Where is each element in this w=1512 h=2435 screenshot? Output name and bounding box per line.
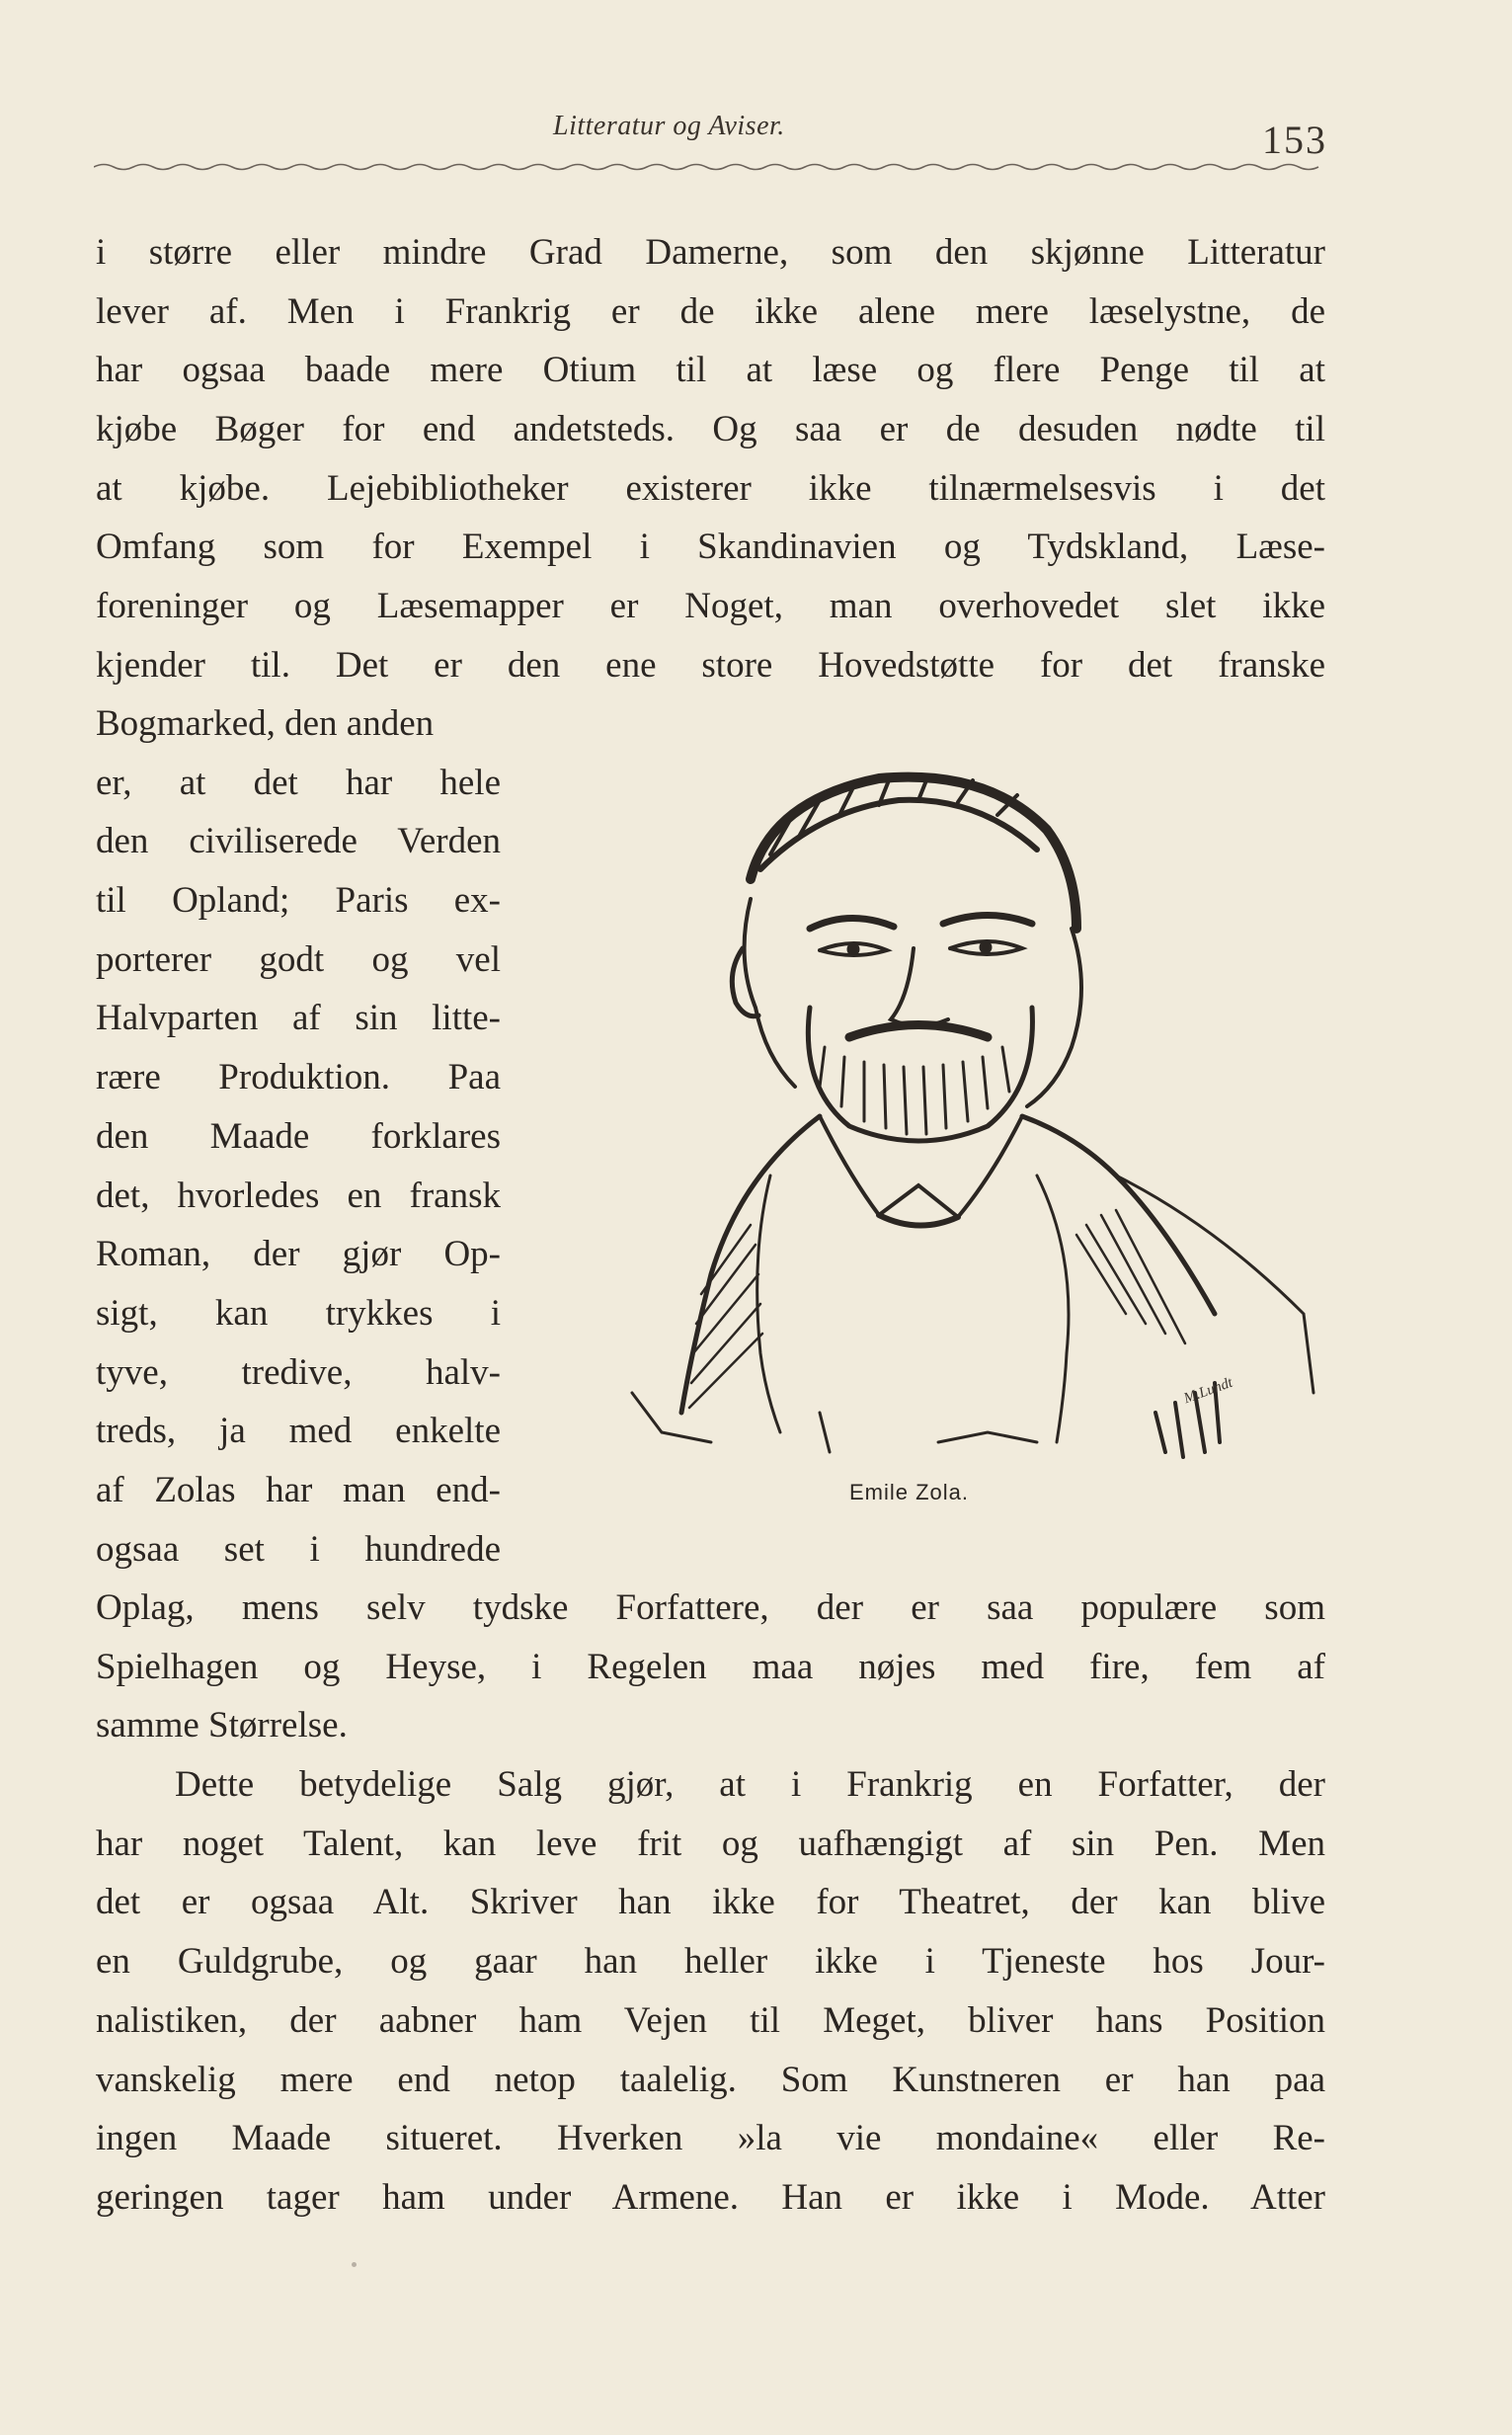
text-line: den Maade forklares bbox=[96, 1115, 501, 1157]
text-line: nalistiken, der aabner ham Vejen til Meget, bliver hans Position bbox=[96, 1999, 1325, 2041]
text-line: kjender til. Det er den ene store Hovedstøtte for det franske bbox=[96, 644, 1325, 686]
text-line: rære Produktion. Paa bbox=[96, 1057, 501, 1098]
text-line: er, at det har hele bbox=[96, 762, 501, 803]
text-line: sigt, kan trykkes i bbox=[96, 1292, 501, 1334]
text-line: af Zolas har man end- bbox=[96, 1469, 501, 1510]
text-line: Halvparten af sin litte- bbox=[96, 998, 501, 1039]
portrait-engraving bbox=[523, 761, 1333, 1462]
text-line: har noget Talent, kan leve frit og uafhængigt af sin Pen. Men bbox=[96, 1823, 1325, 1864]
text-line: samme Størrelse. bbox=[96, 1705, 348, 1746]
text-line: har ogsaa baade mere Otium til at læse og flere Penge til at bbox=[96, 350, 1325, 391]
text-line: den civiliserede Verden bbox=[96, 821, 501, 862]
text-line: det, hvorledes en fransk bbox=[96, 1175, 501, 1216]
body-text-bottom bbox=[96, 1579, 1325, 2228]
body-text-beside-figure bbox=[96, 694, 501, 1579]
text-line: at kjøbe. Lejebibliotheker existerer ikke tilnærmelsesvis i det bbox=[96, 467, 1325, 509]
text-line: porterer godt og vel bbox=[96, 938, 501, 980]
text-line: til Opland; Paris ex- bbox=[96, 880, 501, 922]
text-line: det er ogsaa Alt. Skriver han ikke for Theatret, der kan blive bbox=[96, 1882, 1325, 1923]
text-line: vanskelig mere end netop taalelig. Som Kunstneren er han paa bbox=[96, 2059, 1325, 2100]
text-line: Bogmarked, den anden bbox=[96, 703, 435, 744]
figure-caption: Emile Zola. bbox=[849, 1480, 970, 1504]
header-wavy-rule bbox=[94, 160, 1328, 174]
paper-speck bbox=[352, 2262, 357, 2267]
text-line: ogsaa set i hundrede bbox=[96, 1528, 501, 1570]
text-line: lever af. Men i Frankrig er de ikke alene mere læselystne, de bbox=[96, 290, 1325, 332]
artist-signature: M.Lundt bbox=[1181, 1374, 1235, 1408]
text-line: foreninger og Læsemapper er Noget, man overhovedet slet ikke bbox=[96, 586, 1325, 627]
text-line: treds, ja med enkelte bbox=[96, 1411, 501, 1452]
text-line: Roman, der gjør Op- bbox=[96, 1234, 501, 1275]
text-line: tyve, tredive, halv- bbox=[96, 1351, 501, 1393]
body-text-top bbox=[96, 223, 1325, 695]
running-title: Litteratur og Aviser. bbox=[553, 111, 785, 141]
text-line: ingen Maade situeret. Hverken »la vie mondaine« eller Re- bbox=[96, 2118, 1325, 2159]
text-line: Spielhagen og Heyse, i Regelen maa nøjes med fire, fem af bbox=[96, 1646, 1325, 1687]
text-line: Dette betydelige Salg gjør, at i Frankrig en Forfatter, der bbox=[175, 1764, 1325, 1806]
portrait-figure bbox=[523, 761, 1333, 1521]
text-line: i større eller mindre Grad Damerne, som den skjønne Litteratur bbox=[96, 232, 1325, 273]
page-number: 153 bbox=[1262, 118, 1327, 162]
text-line: geringen tager ham under Armene. Han er ikke i Mode. Atter bbox=[96, 2176, 1325, 2218]
text-line: Omfang som for Exempel i Skandinavien og Tydskland, Læse- bbox=[96, 527, 1325, 568]
text-line: Oplag, mens selv tydske Forfattere, der er saa populære som bbox=[96, 1587, 1325, 1628]
text-line: en Guldgrube, og gaar han heller ikke i Tjeneste hos Jour- bbox=[96, 1941, 1325, 1983]
text-line: kjøbe Bøger for end andetsteds. Og saa er de desuden nødte til bbox=[96, 409, 1325, 450]
